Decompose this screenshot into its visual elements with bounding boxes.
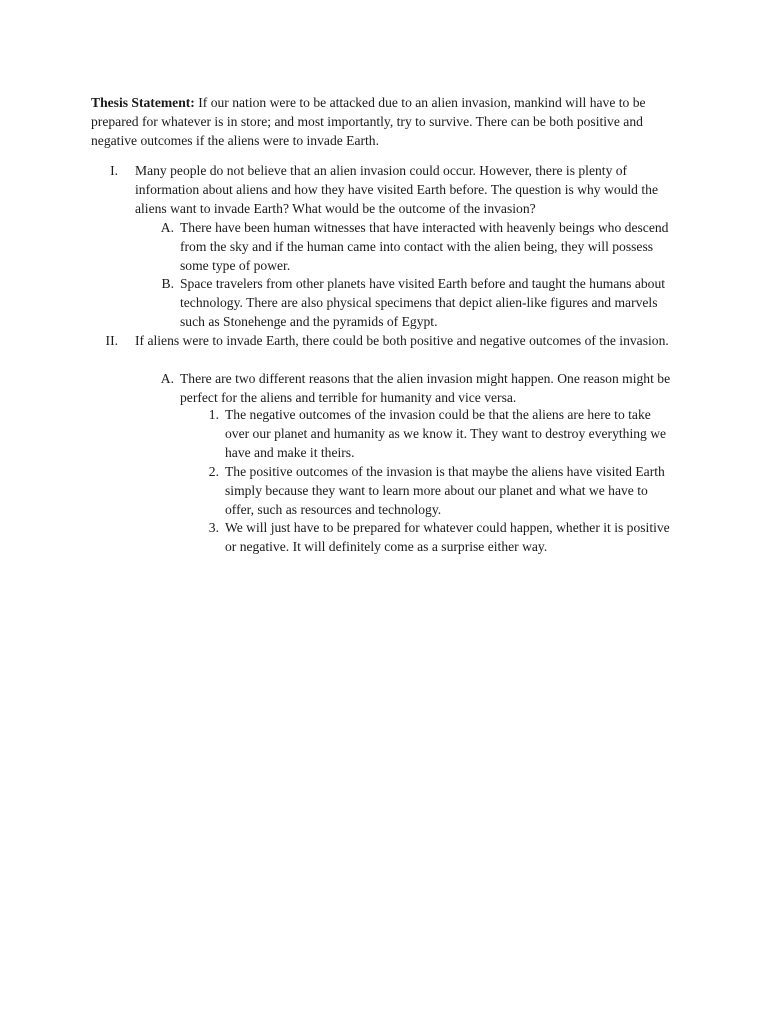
- outline-item-ii: [105, 332, 670, 351]
- outline-item-i: [110, 162, 670, 219]
- outline-item-ii-a-1: [208, 406, 673, 463]
- outline-marker: A.: [160, 220, 174, 235]
- outline-item-i-a: [160, 219, 672, 276]
- outline-item-i-b: [161, 275, 672, 332]
- outline-marker: 3.: [208, 520, 219, 535]
- outline-text: Space travelers from other planets have visited Earth before and taught the humans about technology. There are also physical specimens that depict alien-like figures and marvels such as Stonehenge and the pyramids of Egypt.: [180, 276, 666, 329]
- outline-text: The positive outcomes of the invasion is that maybe the aliens have visited Earth simply because they want to learn more about our planet and what we have to offer, such as resources and technology.: [225, 464, 665, 517]
- thesis-text: If our nation were to be attacked due to an alien invasion, mankind will have to be prepared for whatever is in store; and most importantly, try to survive. There can be both positive and negative outcomes if the aliens were to invade Earth.: [91, 95, 646, 148]
- outline-text: There are two different reasons that the alien invasion might happen. One reason might be perfect for the aliens and terrible for humanity and vice versa.: [180, 371, 671, 405]
- outline-marker: A.: [160, 371, 174, 386]
- outline-text: Many people do not believe that an alien invasion could occur. However, there is plenty of information about aliens and how they have visited Earth before. The question is why would the aliens want to invade Earth? What would be the outcome of the invasion?: [135, 163, 658, 216]
- outline-marker: I.: [110, 163, 118, 178]
- thesis-statement: [91, 94, 669, 151]
- outline-marker: 1.: [208, 407, 219, 422]
- outline-text: If aliens were to invade Earth, there could be both positive and negative outcomes of the invasion.: [135, 333, 669, 348]
- outline-marker: II.: [105, 333, 118, 348]
- outline-item-ii-a-3: [208, 519, 673, 557]
- outline-text: The negative outcomes of the invasion could be that the aliens are here to take over our planet and humanity as we know it. They want to destroy everything we have and make it theirs.: [225, 407, 667, 460]
- outline-marker: 2.: [208, 464, 219, 479]
- thesis-label: Thesis Statement:: [91, 95, 195, 110]
- outline-item-ii-a: [160, 370, 672, 408]
- outline-item-ii-a-2: [208, 463, 673, 520]
- outline-marker: B.: [161, 276, 174, 291]
- outline-text: We will just have to be prepared for whatever could happen, whether it is positive or negative. It will definitely come as a surprise either way.: [225, 520, 670, 554]
- outline-text: There have been human witnesses that have interacted with heavenly beings who descend from the sky and if the human came into contact with the alien being, they will possess some type of power.: [180, 220, 669, 273]
